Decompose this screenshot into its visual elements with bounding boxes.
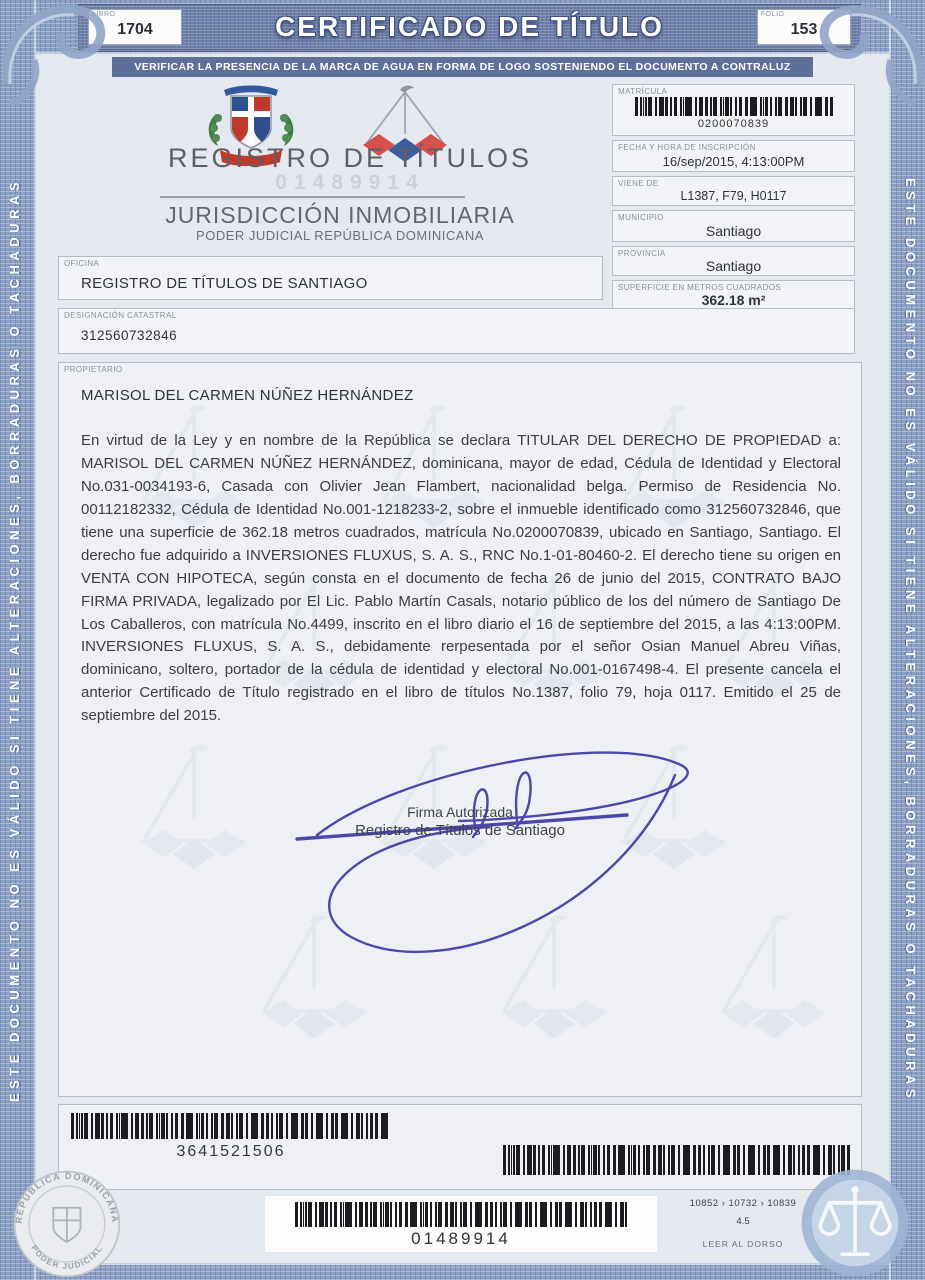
field-label: MUNICIPIO xyxy=(618,213,664,222)
signature-line1: Firma Autorizada xyxy=(407,804,513,820)
field-label: MATRÍCULA xyxy=(618,87,668,96)
page-title: CERTIFICADO DE TÍTULO xyxy=(275,11,664,42)
libro-value: 1704 xyxy=(117,21,153,38)
field-value: L1387, F79, H0117 xyxy=(680,189,787,203)
signature xyxy=(289,723,719,973)
field-label: DESIGNACIÓN CATASTRAL xyxy=(64,311,177,320)
border-warning-text-right: ESTE DOCUMENTO NO ES VÁLIDO SI TIENE ALTERACIONES, BORRADURAS O TACHADURAS xyxy=(903,177,918,1103)
faint-serial-watermark: 01489914 xyxy=(275,171,425,194)
seal-text-bottom: PODER JUDICIAL xyxy=(29,1243,105,1272)
libro-label: LIBRO xyxy=(92,11,116,18)
field-label: FECHA Y HORA DE INSCRIPCIÓN xyxy=(618,143,756,152)
title-band xyxy=(78,4,861,52)
jurisdiction-title: JURISDICCIÓN INMOBILIARIA xyxy=(165,202,515,228)
jurisdiction-subtitle: PODER JUDICIAL REPÚBLICA DOMINICANA xyxy=(196,228,484,243)
barcode xyxy=(635,97,833,116)
barcode-number: 01489914 xyxy=(411,1229,511,1248)
field-value: 362.18 m² xyxy=(701,292,766,308)
barcode xyxy=(71,1113,391,1139)
scales-seal-icon xyxy=(793,1166,917,1280)
certificate-body-text: En virtud de la Ley y en nombre de la República se declara TITULAR DEL DERECHO DE PROPIEDAD a: MARISOL DEL CARMEN NÚÑEZ HERNÁNDEZ, dominicana, mayor de edad, Cédula de Identidad y Electoral No.031-0034193-6, Casada con Olivier Jean Flambert, nacionalidad belga. Permiso de Residencia No. 00112182332, Cédula de Identidad No.001-1218233-2, sobre el inmueble identificado como 312560732846, que tiene una superficie de 362.18 metros cuadrados, matrícula No.0200070839, ubicado en Santiago, Santiago. El derecho fue adquirido a INVERSIONES FLUXUS, S. A. S., RNC No.1-01-80460-2. El derecho tiene su origen en VENTA CON HIPOTECA, según consta en el documento de fecha 26 de junio del 2015, CONTRATO BAJO FIRMA PRIVADA, legalizado por El Lic. Pablo Martín Casals, notario público de los del número de Santiago De Los Caballeros, con matrícula No.4499, inscrito en el libro diario el 16 de septiembre del 2015, a las 4:13:00PM. INVERSIONES FLUXUS, S. A. S., debidamente rerpesentada por el señor Osian Manuel Abreu Viñas, dominicano, soltero, portador de la cédula de identidad y electoral No.001-0167498-4. El presente cancela el anterior Certificado de Título registrado en el libro de títulos No.1387, folio 79, hoja 0117. Emitido el 25 de septiembre del 2015. xyxy=(81,432,841,725)
seal-text-top: REPÚBLICA DOMINICANA xyxy=(13,1170,121,1224)
field-value: Santiago xyxy=(705,223,762,239)
footer-version: 4.5 xyxy=(736,1216,750,1227)
signature-line2: Registro de Títulos de Santiago xyxy=(355,822,565,839)
folio-label: FOLIO xyxy=(761,11,785,18)
org-name: REGISTRO DE TÍTULOS xyxy=(167,143,533,173)
field-municipio xyxy=(612,210,855,242)
field-propietario xyxy=(58,362,862,1097)
field-oficina xyxy=(58,256,603,300)
field-value: REGISTRO DE TÍTULOS DE SANTIAGO xyxy=(81,275,368,292)
footer-codes-block xyxy=(678,1198,808,1249)
watermark-notice-bar: VERIFICAR LA PRESENCIA DE LA MARCA DE AGUA EN FORMA DE LOGO SOSTENIENDO EL DOCUMENTO A CONTRALUZ xyxy=(112,57,813,77)
bottom-barcode-strip xyxy=(265,1196,657,1252)
field-viene-de xyxy=(612,176,855,206)
field-provincia xyxy=(612,246,855,276)
barcode-panel xyxy=(58,1104,862,1190)
field-label: SUPERFICIE EN METROS CUADRADOS xyxy=(618,283,782,292)
flourish-icon xyxy=(813,0,925,112)
owner-name: MARISOL DEL CARMEN NÚÑEZ HERNÁNDEZ xyxy=(81,387,414,404)
barcode xyxy=(295,1202,627,1227)
signature-caption xyxy=(59,804,861,839)
footer-leer-al-dorso: LEER AL DORSO xyxy=(702,1239,784,1249)
flourish-icon xyxy=(0,0,112,112)
field-value: 16/sep/2015, 4:13:00PM xyxy=(662,154,805,169)
folio-value: 153 xyxy=(790,21,818,38)
field-label: OFICINA xyxy=(64,259,100,268)
field-superficie xyxy=(612,280,855,310)
barcode-number: 3641521506 xyxy=(176,1143,286,1160)
field-value: 312560732846 xyxy=(81,328,178,343)
field-value: Santiago xyxy=(705,258,762,274)
divider xyxy=(160,196,465,198)
field-fecha-inscripcion xyxy=(612,140,855,172)
border-bottom xyxy=(0,1263,925,1280)
field-label: PROPIETARIO xyxy=(64,365,123,374)
field-label: PROVINCIA xyxy=(618,249,666,258)
border-warning-text-left: ESTE DOCUMENTO NO ES VÁLIDO SI TIENE ALTERACIONES, BORRADURAS O TACHADURAS xyxy=(7,177,22,1103)
field-designacion-catastral xyxy=(58,308,855,354)
footer-codes: 10852 › 10732 › 10839 xyxy=(689,1198,797,1209)
field-value: 0200070839 xyxy=(697,118,770,130)
judicial-seal-icon xyxy=(4,1168,128,1280)
field-label: VIENE DE xyxy=(618,179,659,188)
